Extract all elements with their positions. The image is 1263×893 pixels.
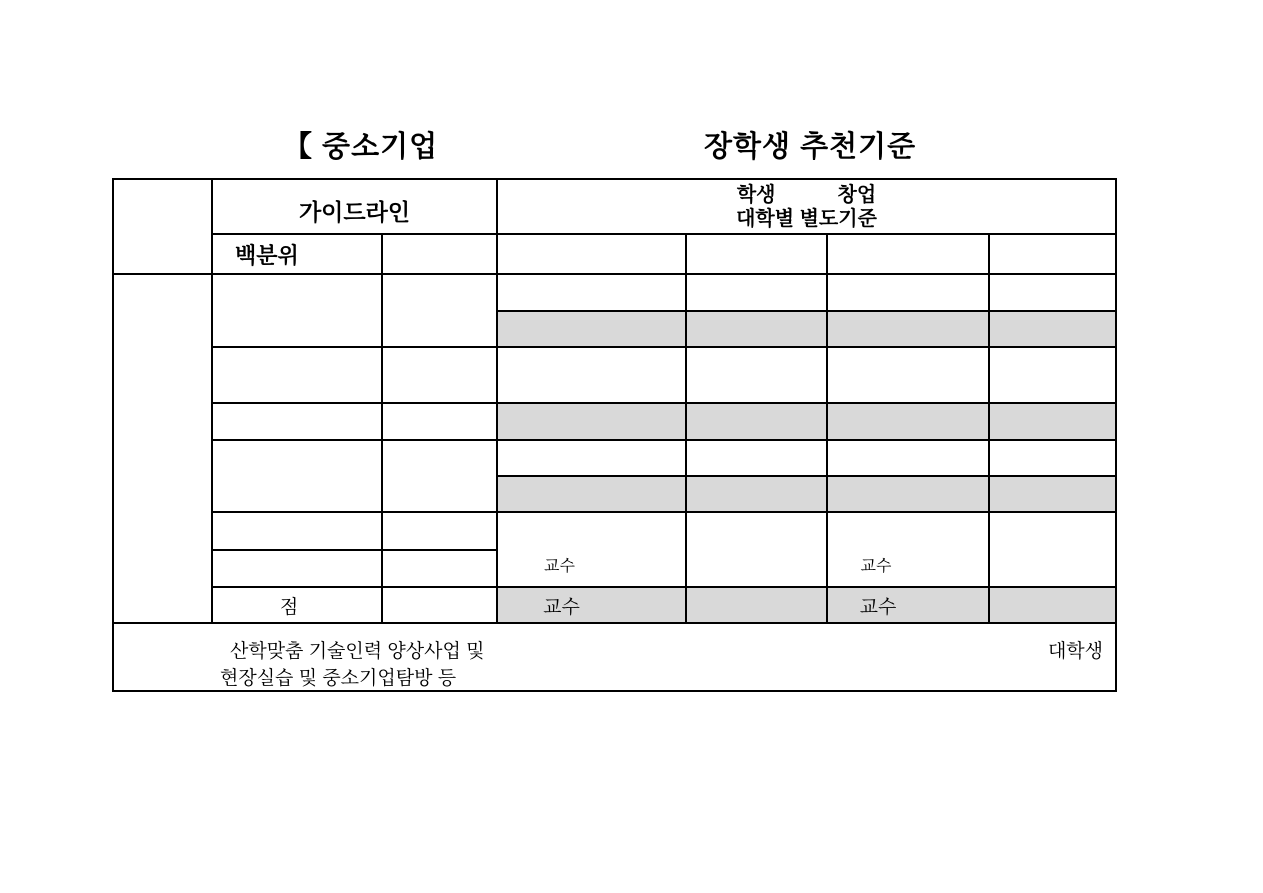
empty-cell bbox=[828, 275, 990, 312]
header-right-cell bbox=[498, 180, 1115, 235]
professor-label: 교수 bbox=[544, 558, 575, 575]
body-left-span-cell bbox=[114, 275, 213, 624]
empty-cell bbox=[828, 235, 990, 275]
header-right-line2: 대학별 별도기준 bbox=[736, 207, 877, 230]
empty-cell bbox=[383, 275, 498, 348]
empty-cell bbox=[990, 235, 1115, 275]
empty-cell bbox=[828, 348, 990, 404]
professor-cell-gray bbox=[498, 588, 687, 624]
professor-cell bbox=[828, 513, 990, 588]
empty-cell bbox=[383, 441, 498, 513]
highlight-cell bbox=[828, 477, 990, 513]
criteria-table bbox=[112, 178, 1117, 692]
professor-label: 교수 bbox=[859, 596, 897, 618]
empty-cell bbox=[498, 275, 687, 312]
empty-cell bbox=[687, 235, 828, 275]
empty-cell bbox=[687, 348, 828, 404]
empty-cell bbox=[383, 588, 498, 624]
highlight-cell bbox=[687, 404, 828, 441]
header-guideline-cell bbox=[213, 180, 498, 235]
empty-cell bbox=[990, 441, 1115, 477]
empty-cell bbox=[687, 513, 828, 588]
point-label: 점 bbox=[279, 596, 299, 618]
empty-cell bbox=[213, 348, 383, 404]
empty-cell bbox=[990, 513, 1115, 588]
empty-cell bbox=[687, 275, 828, 312]
empty-cell bbox=[383, 404, 498, 441]
footer-line1: 산학맞춤 기술인력 양상사업 및 bbox=[230, 641, 485, 662]
percentile-cell bbox=[213, 235, 383, 275]
professor-cell bbox=[498, 513, 687, 588]
guideline-label: 가이드라인 bbox=[298, 199, 411, 225]
student-label: 학생 bbox=[736, 183, 776, 206]
header-right-line1 bbox=[737, 183, 876, 207]
highlight-cell bbox=[990, 477, 1115, 513]
empty-cell bbox=[990, 348, 1115, 404]
empty-cell bbox=[687, 441, 828, 477]
footer-right-label: 대학생 bbox=[1047, 641, 1103, 662]
highlight-cell bbox=[498, 404, 687, 441]
startup-label: 창업 bbox=[837, 183, 877, 206]
empty-cell bbox=[828, 441, 990, 477]
empty-cell bbox=[213, 275, 383, 348]
empty-cell bbox=[498, 235, 687, 275]
empty-cell bbox=[990, 275, 1115, 312]
highlight-cell bbox=[990, 588, 1115, 624]
highlight-cell bbox=[498, 312, 687, 348]
highlight-cell bbox=[498, 477, 687, 513]
highlight-cell bbox=[828, 404, 990, 441]
footer-line2: 현장실습 및 중소기업탐방 등 bbox=[220, 668, 457, 689]
empty-cell bbox=[498, 348, 687, 404]
empty-cell bbox=[213, 513, 383, 551]
empty-cell bbox=[383, 513, 498, 551]
highlight-cell bbox=[990, 404, 1115, 441]
point-cell bbox=[213, 588, 383, 624]
highlight-cell bbox=[687, 588, 828, 624]
highlight-cell bbox=[990, 312, 1115, 348]
document-title-right: 장학생 추천기준 bbox=[704, 131, 917, 163]
professor-label: 교수 bbox=[543, 596, 580, 618]
empty-cell bbox=[213, 551, 383, 588]
highlight-cell bbox=[828, 312, 990, 348]
percentile-label: 백분위 bbox=[235, 242, 299, 268]
empty-cell bbox=[383, 348, 498, 404]
highlight-cell bbox=[687, 312, 828, 348]
document-title bbox=[0, 124, 1263, 163]
professor-label: 교수 bbox=[860, 558, 892, 575]
header-corner-cell bbox=[114, 180, 213, 275]
empty-cell bbox=[383, 551, 498, 588]
empty-cell bbox=[213, 441, 383, 513]
professor-cell-gray bbox=[828, 588, 990, 624]
empty-cell bbox=[213, 404, 383, 441]
document-title-left: 【 중소기업 bbox=[283, 131, 439, 163]
empty-cell bbox=[498, 441, 687, 477]
highlight-cell bbox=[687, 477, 828, 513]
table-footer-cell bbox=[114, 624, 1115, 690]
empty-cell bbox=[383, 235, 498, 275]
